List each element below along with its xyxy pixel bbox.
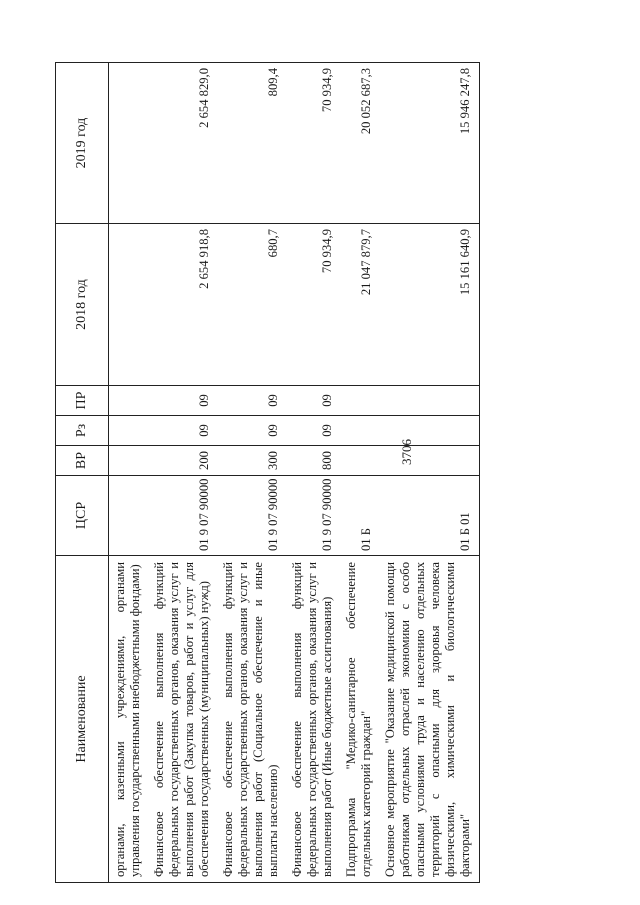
row-rz [380,416,480,446]
row-vr [109,446,150,476]
table-row [341,63,380,883]
budget-table-rotated [55,63,597,883]
row-2018 [109,224,150,386]
row-pr [341,386,380,416]
table-row [380,63,480,883]
budget-table [55,62,480,883]
row-csr: 01 Б [341,476,380,556]
row-pr [109,386,150,416]
row-vr [341,446,380,476]
row-pr: 09 [287,386,341,416]
row-pr: 09 [218,386,287,416]
table-header-row [56,63,109,883]
page-number: 3706 [399,439,414,465]
row-2019: 20 052 687,3 [341,63,380,224]
row-vr [380,446,480,476]
row-vr: 200 [149,446,218,476]
header-2019: 2019 год [56,63,109,224]
row-name: Финансовое обеспечение выполнения функций федеральных государственных органов, оказания услуг и выполнения работ (Закупка товаров, работ и услуг для обеспечения государственных (муниципальных) нужд) [149,556,218,883]
header-pr: ПР [56,386,109,416]
row-csr: 01 9 07 90000 [149,476,218,556]
row-2019: 809,4 [218,63,287,224]
row-csr: 01 9 07 90000 [287,476,341,556]
header-vr: ВР [56,446,109,476]
row-2019: 15 946 247,8 [380,63,480,224]
row-csr: 01 Б 01 [380,476,480,556]
row-rz [341,416,380,446]
header-rz: Рз [56,416,109,446]
row-pr: 09 [149,386,218,416]
table-row [149,63,218,883]
row-rz [109,416,150,446]
row-2018: 70 934,9 [287,224,341,386]
row-2018: 680,7 [218,224,287,386]
header-2018: 2018 год [56,224,109,386]
row-name: Основное мероприятие "Оказание медицинской помощи работникам отдельных отраслей экономики с особо опасными условиями труда и населению отдельных территорий с опасными для здоровья человека физическими, химическими и биологическими факторами" [380,556,480,883]
row-2018: 21 047 879,7 [341,224,380,386]
row-name: Подпрограмма "Медико-санитарное обеспечение отдельных категорий граждан" [341,556,380,883]
row-vr: 800 [287,446,341,476]
row-name: Финансовое обеспечение выполнения функций федеральных государственных органов, оказания услуг и выполнения работ (Иные бюджетные ассигнования) [287,556,341,883]
row-pr [380,386,480,416]
row-rz: 09 [218,416,287,446]
row-name: органами, казенными учреждениями, органами управления государственными внебюджетными фондами) [109,556,150,883]
row-2018: 2 654 918,8 [149,224,218,386]
row-vr: 300 [218,446,287,476]
row-rz: 09 [149,416,218,446]
row-2019: 70 934,9 [287,63,341,224]
row-csr: 01 9 07 90000 [218,476,287,556]
row-2019 [109,63,150,224]
row-rz: 09 [287,416,341,446]
row-2019: 2 654 829,0 [149,63,218,224]
header-name: Наименование [56,556,109,883]
table-row [109,63,150,883]
table-row [218,63,287,883]
row-2018: 15 161 640,9 [380,224,480,386]
table-row [287,63,341,883]
row-name: Финансовое обеспечение выполнения функций федеральных государственных органов, оказания услуг и выполнения работ (Социальное обеспечение и иные выплаты населению) [218,556,287,883]
row-csr [109,476,150,556]
header-csr: ЦСР [56,476,109,556]
